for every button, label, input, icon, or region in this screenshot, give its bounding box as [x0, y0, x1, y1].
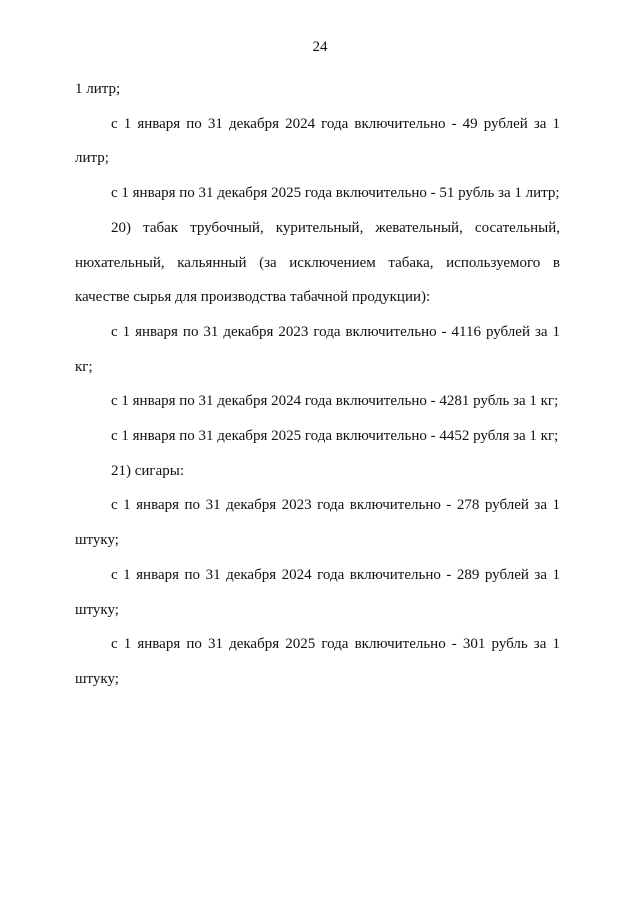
paragraph-continuation: 1 литр;: [75, 81, 121, 97]
paragraph-rate-2024: с 1 января по 31 декабря 2024 года включительно - 49 рублей за 1 литр;: [75, 115, 560, 167]
paragraph-tobacco-rate-2024: с 1 января по 31 декабря 2024 года включительно - 4281 рубль за 1 кг;: [111, 393, 559, 410]
page-number: 24: [312, 39, 328, 55]
paragraph-rate-2025: с 1 января по 31 декабря 2025 года включительно - 51 рубль за 1 литр;: [111, 185, 560, 202]
paragraph-cigars-rate-2023: с 1 января по 31 декабря 2023 года включительно - 278 рублей за 1 штуку;: [75, 497, 560, 549]
paragraph-tobacco-rate-2023: с 1 января по 31 декабря 2023 года включительно - 4116 рублей за 1 кг;: [75, 323, 560, 375]
paragraph-cigars-rate-2025: с 1 января по 31 декабря 2025 года включительно - 301 рубль за 1 штуку;: [75, 636, 560, 687]
paragraph-item-20-tobacco: 20) табак трубочный, курительный, жевательный, сосательный, нюхательный, кальянный (за исключением табака, используемого в качестве сырья для производства табачной продукции):: [75, 219, 560, 306]
document-body: [75, 72, 560, 697]
paragraph-cigars-rate-2024: с 1 января по 31 декабря 2024 года включительно - 289 рублей за 1 штуку;: [75, 566, 560, 618]
paragraph-tobacco-rate-2025: с 1 января по 31 декабря 2025 года включительно - 4452 рубля за 1 кг;: [111, 428, 559, 445]
paragraph-item-21-cigars: 21) сигары:: [111, 462, 184, 479]
